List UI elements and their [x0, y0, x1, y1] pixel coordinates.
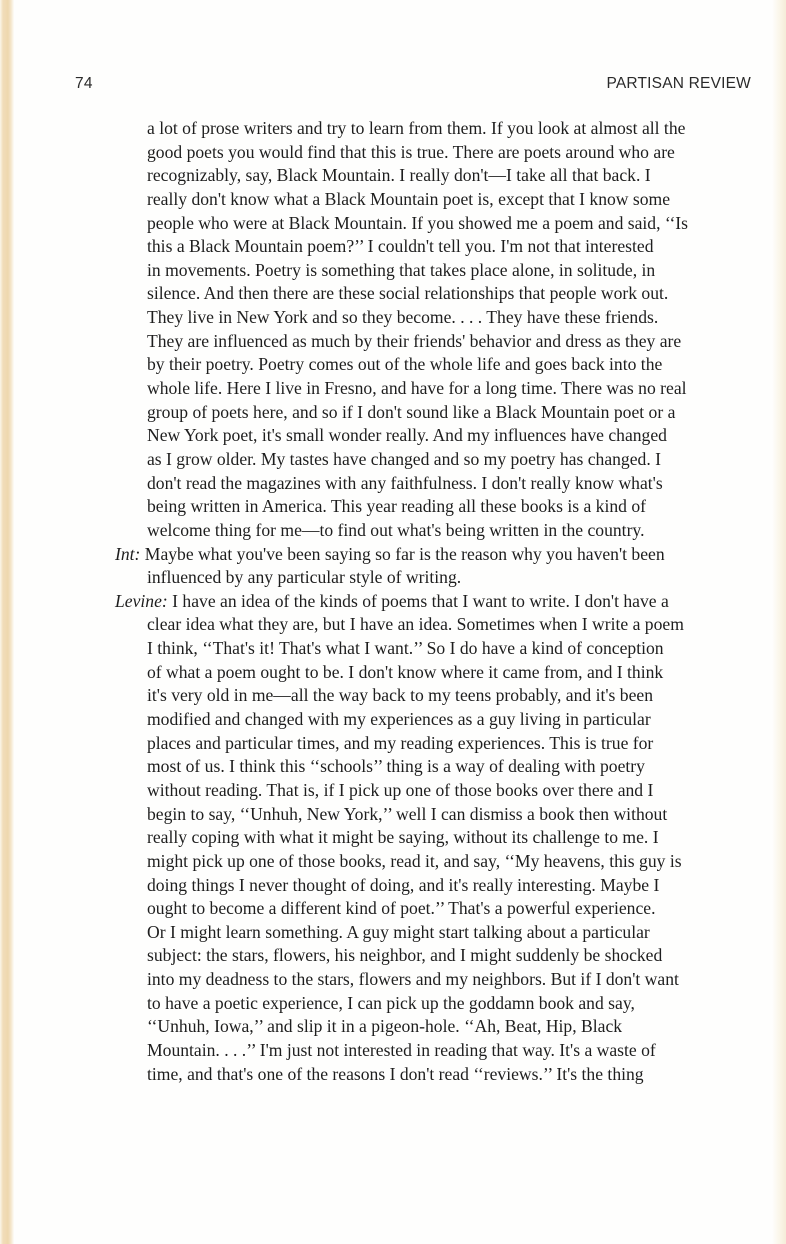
page-right-edge [772, 0, 786, 1244]
line-text: ‘‘Unhuh, Iowa,’’ and slip it in a pigeon-hole. ‘‘Ah, Beat, Hip, Black [147, 1016, 623, 1037]
line-text: people who were at Black Mountain. If you showed me a poem and said, ‘‘Is [147, 212, 689, 233]
line-text: influenced by any particular style of writing. [147, 567, 462, 588]
line-text: New York poet, it's small wonder really. And my influences have changed [147, 425, 667, 446]
line-text: modified and changed with my experiences as a guy living in particular [147, 709, 651, 730]
text-line [147, 897, 757, 921]
speaker-label: Levine: [115, 590, 168, 611]
text-line [147, 968, 757, 992]
line-text: in movements. Poetry is something that takes place alone, in solitude, in [147, 259, 656, 280]
text-line [147, 282, 757, 306]
text-line [147, 566, 757, 590]
page-binding-edge [0, 0, 14, 1244]
text-line [147, 684, 757, 708]
line-text: subject: the stars, flowers, his neighbor, and I might suddenly be shocked [147, 945, 663, 966]
text-line [147, 212, 757, 236]
text-line [147, 637, 757, 661]
line-text: whole life. Here I live in Fresno, and have for a long time. There was no real [147, 378, 687, 399]
line-text: to have a poetic experience, I can pick up the goddamn book and say, [147, 992, 635, 1013]
text-line [147, 141, 757, 165]
text-line [147, 1015, 757, 1039]
text-line [147, 306, 757, 330]
text-line [147, 944, 757, 968]
line-text: might pick up one of those books, read it, and say, ‘‘My heavens, this guy is [147, 850, 682, 871]
speaker-label: Int: [115, 543, 141, 564]
text-line [147, 188, 757, 212]
line-text: places and particular times, and my reading experiences. This is true for [147, 732, 654, 753]
line-text: begin to say, ‘‘Unhuh, New York,’’ well I can dismiss a book then without [147, 803, 668, 824]
text-line [147, 732, 757, 756]
text-line [147, 164, 757, 188]
text-line [147, 1039, 757, 1063]
text-line [147, 495, 757, 519]
line-text: without reading. That is, if I pick up one of those books over there and I [147, 779, 654, 800]
line-text: as I grow older. My tastes have changed and so my poetry has changed. I [147, 448, 661, 469]
text-line [147, 755, 757, 779]
text-line [147, 850, 757, 874]
line-text: into my deadness to the stars, flowers and my neighbors. But if I don't want [147, 969, 679, 990]
line-text: ought to become a different kind of poet.’’ That's a powerful experience. [147, 898, 656, 919]
line-text: of what a poem ought to be. I don't know where it came from, and I think [147, 661, 664, 682]
text-line [147, 661, 757, 685]
text-line [147, 117, 757, 141]
line-text: I have an idea of the kinds of poems that I want to write. I don't have a [167, 590, 669, 611]
text-line [147, 826, 757, 850]
line-text: Mountain. . . .’’ I'm just not interested in reading that way. It's a waste of [147, 1039, 656, 1060]
line-text: really don't know what a Black Mountain poet is, except that I know some [147, 188, 671, 209]
line-text: it's very old in me—all the way back to my teens probably, and it's been [147, 685, 654, 706]
line-text: silence. And then there are these social relationships that people work out. [147, 283, 669, 304]
line-text: They are influenced as much by their friends' behavior and dress as they are [147, 330, 682, 351]
interview-text [115, 117, 757, 1086]
text-line [147, 259, 757, 283]
line-text: good poets you would find that this is true. There are poets around who are [147, 141, 675, 162]
text-line [147, 992, 757, 1016]
line-text: Or I might learn something. A guy might start talking about a particular [147, 921, 650, 942]
text-line [147, 803, 757, 827]
text-line [147, 353, 757, 377]
journal-title: PARTISAN REVIEW [606, 75, 751, 92]
text-line [115, 590, 757, 614]
text-line [147, 921, 757, 945]
text-line [147, 874, 757, 898]
line-text: group of poets here, and so if I don't sound like a Black Mountain poet or a [147, 401, 676, 422]
line-text: a lot of prose writers and try to learn from them. If you look at almost all the [147, 118, 686, 138]
line-text: I think, ‘‘That's it! That's what I want.’’ So I do have a kind of conception [147, 638, 664, 659]
text-line [147, 1063, 757, 1087]
line-text: don't read the magazines with any faithfulness. I don't really know what's [147, 472, 663, 493]
line-text: this a Black Mountain poem?’’ I couldn't tell you. I'm not that interested [147, 236, 654, 257]
text-line [147, 708, 757, 732]
text-line [147, 779, 757, 803]
line-text: really coping with what it might be saying, without its challenge to me. I [147, 827, 659, 848]
line-text: recognizably, say, Black Mountain. I really don't—I take all that back. I [147, 165, 651, 186]
text-line [147, 330, 757, 354]
text-line [147, 613, 757, 637]
page-number: 74 [75, 75, 93, 92]
line-text: They live in New York and so they become. . . . They have these friends. [147, 307, 659, 328]
line-text: clear idea what they are, but I have an idea. Sometimes when I write a poem [147, 614, 684, 635]
line-text: Maybe what you've been saying so far is the reason why you haven't been [140, 543, 665, 564]
text-line [147, 472, 757, 496]
line-text: most of us. I think this ‘‘schools’’ thing is a way of dealing with poetry [147, 756, 645, 777]
running-head [75, 75, 751, 95]
line-text: doing things I never thought of doing, and it's really interesting. Maybe I [147, 874, 660, 895]
line-text: welcome thing for me—to find out what's being written in the country. [147, 519, 645, 540]
line-text: being written in America. This year reading all these books is a kind of [147, 496, 647, 517]
text-line [147, 401, 757, 425]
text-line [147, 235, 757, 259]
text-line [115, 543, 757, 567]
text-line [147, 424, 757, 448]
text-line [147, 377, 757, 401]
line-text: time, and that's one of the reasons I don't read ‘‘reviews.’’ It's the thing [147, 1063, 644, 1084]
line-text: by their poetry. Poetry comes out of the whole life and goes back into the [147, 354, 663, 375]
text-line [147, 519, 757, 543]
text-line [147, 448, 757, 472]
